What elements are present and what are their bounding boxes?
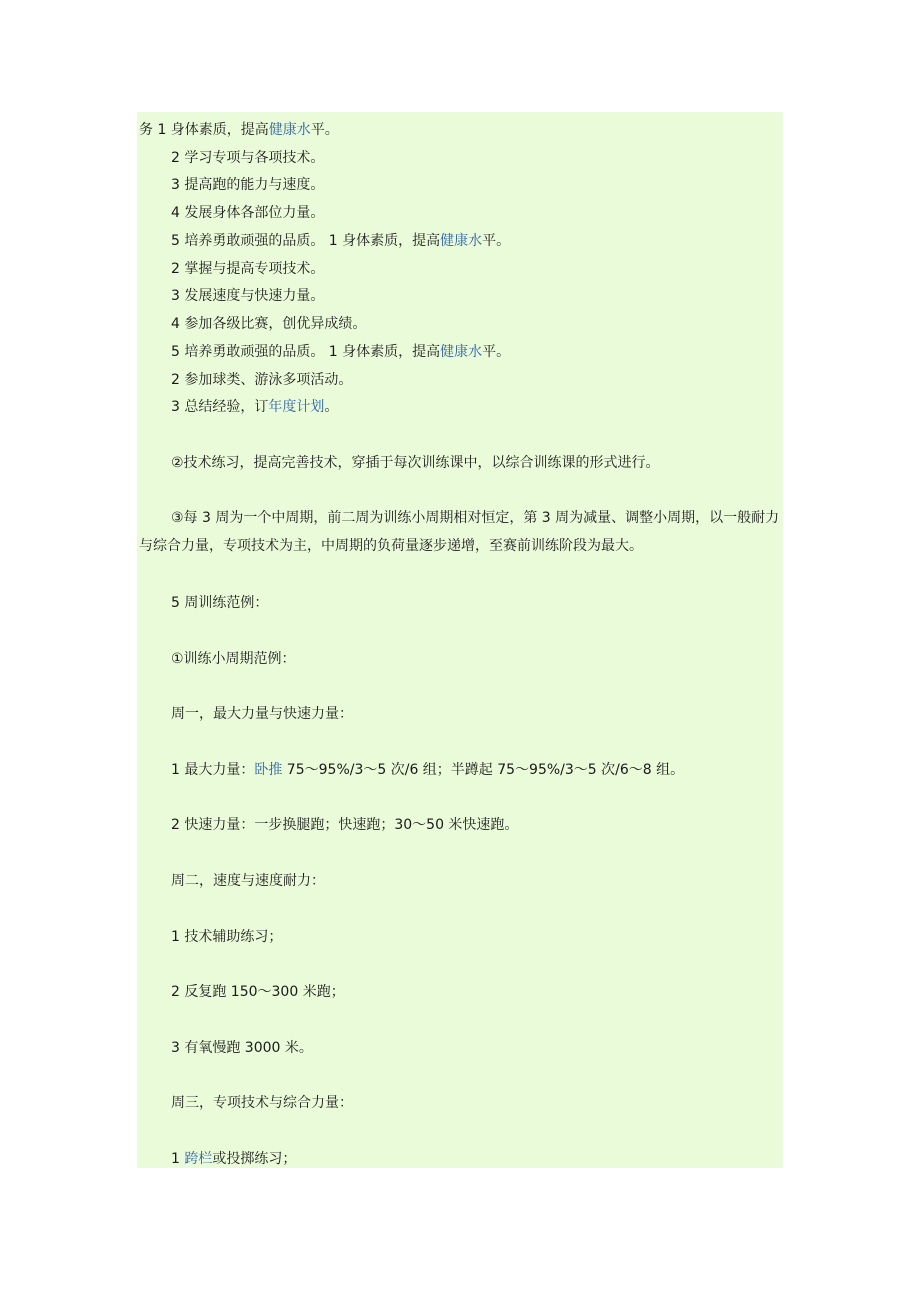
text-span: 平。 [482,233,511,249]
text-line [137,286,324,306]
subsection-heading: ①训练小周期范例： [171,651,296,667]
day-heading-monday: 周一，最大力量与快速力量： [171,706,353,722]
text-span: 平。 [310,122,339,138]
text-line: 1 技术辅助练习； [171,929,283,945]
text-span: ②技术练习，提高完善技术，穿插于每次训练课中，以综合训练课的形式进行。 [171,455,660,471]
link-annual-plan[interactable]: 年度计划 [268,399,325,415]
text-line [137,342,510,362]
text-line [137,370,352,390]
text-span: 或投掷练习； [212,1151,297,1167]
text-line: 3 有氧慢跑 3000 米。 [171,1040,313,1056]
paragraph-technique [137,453,660,473]
text-span: 2 参加球类、游泳多项活动。 [171,372,353,388]
text-span: 4 发展身体各部位力量。 [171,205,325,221]
text-line [137,231,510,251]
text-line [137,203,324,223]
text-line [137,1149,296,1169]
text-span: 。 [324,399,339,415]
text-line: 2 快速力量：一步换腿跑；快速跑；30～50 米快速跑。 [171,817,519,833]
text-span: 5 培养勇敢顽强的品质。 1 身体素质，提高 [171,233,441,249]
text-line [137,314,366,334]
day-heading-wednesday: 周三，专项技术与综合力量： [171,1095,353,1111]
text-line [137,760,684,780]
document-panel [137,112,783,1168]
text-line [139,120,339,140]
text-line [137,397,338,417]
text-span: 1 最大力量： [171,762,255,778]
link-health[interactable]: 健康水 [440,344,483,360]
text-span: 4 参加各级比赛，创优异成绩。 [171,316,367,332]
text-span: 务 1 身体素质，提高 [139,122,269,138]
text-span: 2 学习专项与各项技术。 [171,150,325,166]
text-span: 3 提高跑的能力与速度。 [171,177,325,193]
day-heading-tuesday: 周二，速度与速度耐力： [171,873,325,889]
text-line [137,148,324,168]
text-span: 5 培养勇敢顽强的品质。 1 身体素质，提高 [171,344,441,360]
text-span: 3 总结经验，订 [171,399,269,415]
text-span: 1 [171,1151,185,1167]
text-line [137,259,324,279]
section-heading: 5 周训练范例： [171,595,269,611]
link-hurdles[interactable]: 跨栏 [184,1151,213,1167]
link-health[interactable]: 健康水 [440,233,483,249]
text-span: 2 掌握与提高专项技术。 [171,261,325,277]
text-span: 75～95%/3～5 次/6 组；半蹲起 75～95%/3～5 次/6～8 组。 [282,762,685,778]
link-bench-press[interactable]: 卧推 [254,762,283,778]
text-line [137,175,324,195]
link-health[interactable]: 健康水 [268,122,311,138]
text-span: 3 发展速度与快速力量。 [171,288,325,304]
text-span: 平。 [482,344,511,360]
paragraph-cycle: ③每 3 周为一个中周期，前二周为训练小周期相对恒定，第 3 周为减量、调整小周期，以一般耐力与综合力量，专项技术为主，中周期的负荷量逐步递增，至赛前训练阶段为最大。 [139,510,780,554]
text-line: 2 反复跑 150～300 米跑； [171,984,345,1000]
